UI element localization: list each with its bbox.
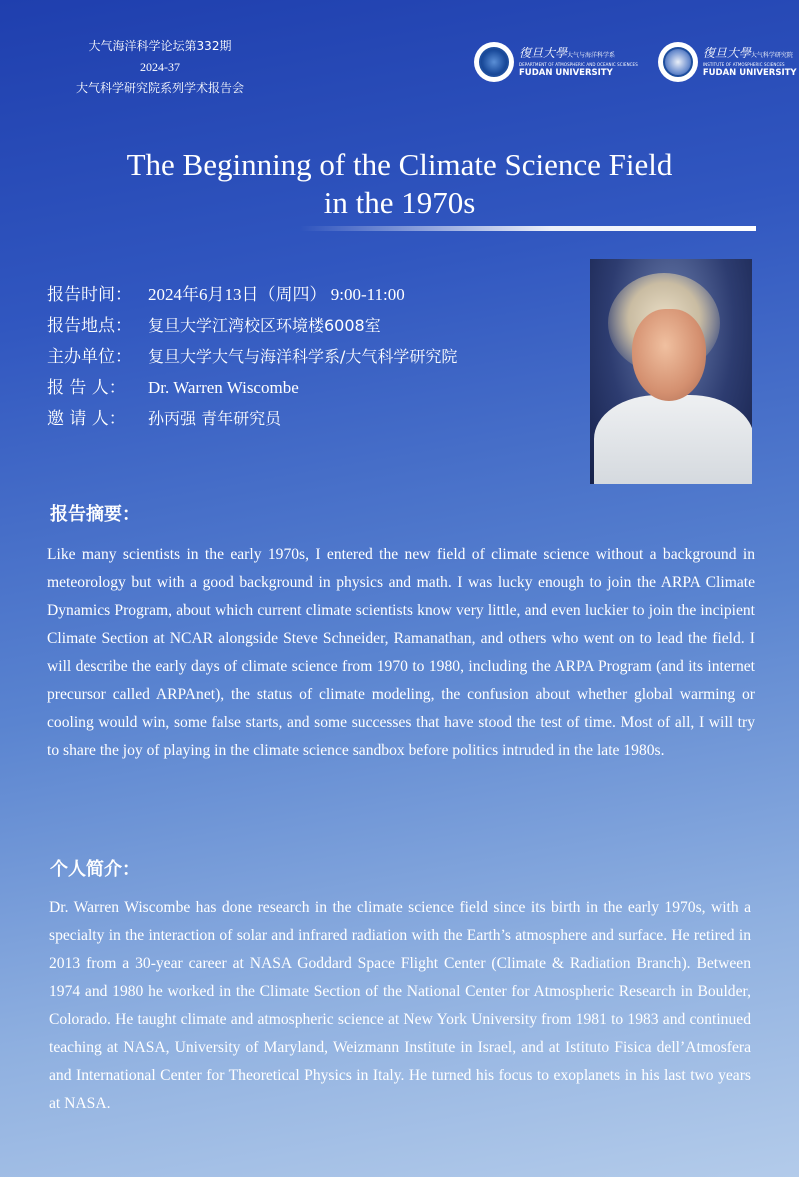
info-time-label: 报告时间： bbox=[47, 285, 132, 305]
title-divider bbox=[300, 226, 756, 231]
institute-logo-cn-small: 大气科学研究院 bbox=[750, 51, 793, 59]
department-logo-cn: 復旦大學 bbox=[519, 45, 568, 60]
info-place-value: 复旦大学江湾校区环境楼6008室 bbox=[148, 316, 381, 335]
institute-logo-en: FUDAN UNIVERSITY bbox=[702, 67, 797, 78]
info-place bbox=[47, 310, 457, 341]
institute-logo bbox=[658, 42, 797, 82]
info-time-value: 2024年6月13日（周四） 9:00-11:00 bbox=[148, 285, 405, 304]
info-host-value: 复旦大学大气与海洋科学系/大气科学研究院 bbox=[148, 347, 458, 366]
forum-issue: 大气海洋科学论坛第332期 bbox=[88, 39, 232, 53]
speaker-photo bbox=[590, 259, 752, 484]
info-speaker bbox=[47, 372, 457, 403]
info-host-label: 主办单位： bbox=[47, 347, 132, 367]
talk-title-line2: in the 1970s bbox=[323, 185, 476, 220]
abstract-heading: 报告摘要： bbox=[50, 504, 140, 525]
forum-header bbox=[60, 36, 260, 99]
department-seal-icon bbox=[474, 42, 514, 82]
bio-heading: 个人简介： bbox=[50, 859, 140, 880]
info-speaker-label: 报 告 人： bbox=[47, 378, 126, 398]
info-inviter bbox=[47, 403, 457, 434]
info-inviter-value: 孙丙强 青年研究员 bbox=[148, 409, 282, 428]
info-host bbox=[47, 341, 457, 372]
institute-seal-icon bbox=[658, 42, 698, 82]
info-inviter-label: 邀 请 人： bbox=[47, 409, 126, 429]
abstract-text: Like many scientists in the early 1970s, I entered the new field of climate science without a background in meteorology but with a good background in physics and math. I was lucky enough to join the ARPA Climate Dynamics Program, about which current climate scientists know very little, and even luckier to join the incipient Climate Section at NCAR alongside Steve Schneider, Ramanathan, and others who went on to lead the field. I will describe the early days of climate science from 1970 to 1980, including the ARPA Program (and its internet precursor called ARPAnet), the status of climate modeling, the confusion about whether global warming or cooling would win, some false starts, and some successes that have stood the test of time. Most of all, I will try to share the joy of playing in the climate science sandbox before politics intruded in the late 1980s. bbox=[47, 546, 755, 759]
institute-logo-dept: INSTITUTE OF ATMOSPHERIC SCIENCES bbox=[702, 61, 785, 67]
department-logo bbox=[474, 42, 638, 82]
department-logo-dept: DEPARTMENT OF ATMOSPHERIC AND OCEANIC SCIENCES bbox=[519, 61, 638, 67]
logo-group bbox=[474, 42, 799, 82]
talk-title-line1: The Beginning of the Climate Science Field bbox=[126, 147, 673, 182]
bio-text: Dr. Warren Wiscombe has done research in the climate science field since its birth in the early 1970s, with a specialty in the interaction of solar and infrared radiation with the Earth’s atmosphere and surface. He retired in 2013 from a 30-year career at NASA Goddard Space Flight Center (Climate & Radiation Branch). Between 1974 and 1980 he worked in the Climate Section of the National Center for Atmospheric Research in Boulder, Colorado. He taught climate and atmospheric science at New York University from 1981 to 1983 and continued teaching at NASA, University of Maryland, Weizmann Institute in Israel, and at Istituto Fisica dell’Atmosfera and International Center for Theoretical Physics in Italy. He turned his focus to exoplanets in his last two years at NASA. bbox=[49, 899, 751, 1112]
info-speaker-value: Dr. Warren Wiscombe bbox=[148, 378, 299, 397]
series-name: 大气科学研究院系列学术报告会 bbox=[75, 81, 244, 95]
institute-logo-cn: 復旦大學 bbox=[702, 45, 751, 60]
talk-info bbox=[47, 279, 457, 434]
department-logo-en: FUDAN UNIVERSITY bbox=[519, 67, 613, 78]
department-logo-cn-small: 大气与海洋科学系 bbox=[567, 51, 616, 59]
info-time bbox=[47, 279, 457, 310]
info-place-label: 报告地点： bbox=[47, 316, 132, 336]
talk-title bbox=[40, 146, 759, 222]
report-number: 2024-37 bbox=[140, 60, 180, 74]
